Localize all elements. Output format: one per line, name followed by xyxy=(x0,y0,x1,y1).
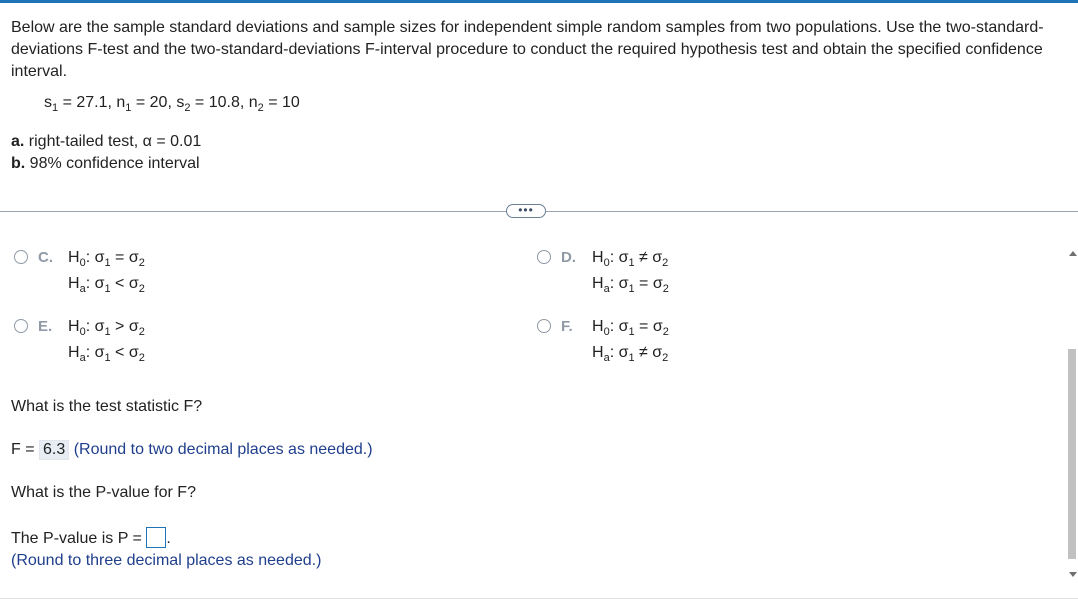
more-button[interactable]: ••• xyxy=(506,204,546,218)
part-b: b. 98% confidence interval xyxy=(11,155,200,172)
scroll-thumb[interactable] xyxy=(1068,349,1076,559)
vertical-scrollbar[interactable] xyxy=(1066,244,1078,584)
scroll-down-icon[interactable] xyxy=(1069,572,1077,577)
alt-hypothesis: $H_a$: $\sigma_1 = \sigma_2$ xyxy=(592,275,669,295)
part-a: a. right-tailed test, α = 0.01 xyxy=(11,133,202,150)
top-accent-bar xyxy=(0,0,1078,3)
radio-e[interactable] xyxy=(14,319,28,333)
f-answer-line xyxy=(11,440,373,460)
alt-hypothesis: $H_a$: $\sigma_1 < \sigma_2$ xyxy=(68,344,145,364)
test-stat-question: What is the test statistic F? xyxy=(11,398,203,415)
pvalue-input[interactable] xyxy=(146,527,166,548)
scroll-up-icon[interactable] xyxy=(1069,251,1077,256)
alt-hypothesis: $H_a$: $\sigma_1 < \sigma_2$ xyxy=(68,275,145,295)
pvalue-question: What is the P-value for F? xyxy=(11,484,196,501)
option-letter: D. xyxy=(561,249,576,266)
pvalue-answer-line: The P-value is P = . xyxy=(11,527,171,548)
f-answer-field[interactable]: 6.3 xyxy=(39,440,69,460)
option-letter: C. xyxy=(38,249,53,266)
pvalue-hint: (Round to three decimal places as needed.) xyxy=(11,552,322,569)
null-hypothesis: $H_0$: $\sigma_1 \ne \sigma_2$ xyxy=(592,249,669,269)
alt-hypothesis: $H_a$: $\sigma_1 \ne \sigma_2$ xyxy=(592,344,669,364)
null-hypothesis: $H_0$: $\sigma_1 > \sigma_2$ xyxy=(68,318,145,338)
problem-statement: Below are the sample standard deviations and sample sizes for independent simple random samples from two populations. Use the two-standard-deviations F-test and the two-standard-deviations F-interval procedure to conduct the required hypothesis test and obtain the specified confidence interval. xyxy=(11,19,1044,80)
option-letter: E. xyxy=(38,318,53,335)
problem-parts xyxy=(11,131,201,175)
radio-d[interactable] xyxy=(537,250,551,264)
null-hypothesis: $H_0$: $\sigma_1 = \sigma_2$ xyxy=(68,249,145,269)
given-values: $s_1 = 27.1$, $n_1 = 20$, $s_2 = 10.8$, $n_2 = 10$ xyxy=(44,94,300,114)
f-label: F = xyxy=(11,441,40,458)
pvalue-label: The P-value is P = xyxy=(11,530,147,547)
radio-f[interactable] xyxy=(537,319,551,333)
null-hypothesis: $H_0$: $\sigma_1 = \sigma_2$ xyxy=(592,318,669,338)
radio-c[interactable] xyxy=(14,250,28,264)
f-hint: (Round to two decimal places as needed.) xyxy=(69,441,373,458)
bottom-divider xyxy=(0,598,1078,599)
option-letter: F. xyxy=(561,318,573,335)
